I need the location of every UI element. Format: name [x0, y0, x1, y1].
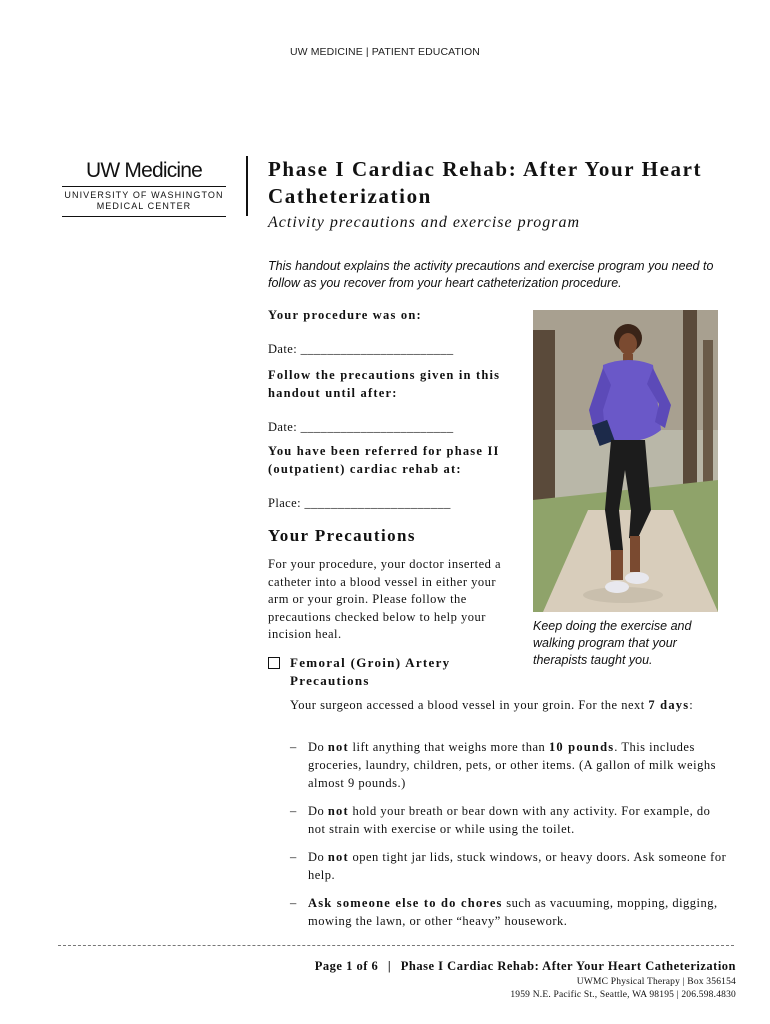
femoral-intro: [290, 696, 730, 714]
place-field[interactable]: Place: ______________________: [268, 496, 451, 510]
femoral-checkbox-label: Femoral (Groin) Artery Precautions: [290, 655, 451, 688]
list-item: – Do not open tight jar lids, stuck windows, or heavy doors. Ask someone for help.: [290, 850, 727, 882]
page-subtitle: Activity precautions and exercise program: [268, 214, 581, 231]
title-divider: [246, 156, 248, 216]
page-title: Phase I Cardiac Rehab: After Your Heart Catheterization: [268, 157, 703, 208]
date-field-1[interactable]: Date: _______________________: [268, 342, 454, 356]
uw-medicine-logo: [62, 160, 226, 220]
precautions-heading: Your Precautions: [268, 526, 416, 545]
checkbox-icon[interactable]: [268, 657, 280, 669]
date-field-2[interactable]: Date: _______________________: [268, 420, 454, 434]
follow-label: Follow the precautions given in this handout until after:: [268, 368, 501, 400]
list-item: – Do not hold your breath or bear down with any activity. For example, do not strain with exercise or while using the toilet.: [290, 804, 711, 836]
walking-woman-illustration: [533, 310, 718, 612]
precautions-body: For your procedure, your doctor inserted a catheter into a blood vessel in either your arm or your groin. Please follow the precautions checked below to help your incision heal.: [268, 557, 502, 641]
logo-line-2: MEDICAL CENTER: [96, 201, 192, 211]
photo-caption: Keep doing the exercise and walking program that your therapists taught you.: [533, 619, 692, 667]
list-item: – Ask someone else to do chores such as vacuuming, mopping, digging, mowing the lawn, or other “heavy” housework.: [290, 896, 718, 928]
logo-rule-bottom: [62, 216, 226, 217]
precaution-list: [288, 738, 728, 940]
header-label: UW MEDICINE | PATIENT EDUCATION: [290, 46, 480, 58]
procedure-label: Your procedure was on:: [268, 308, 422, 322]
logo-line-1: UNIVERSITY OF WASHINGTON: [64, 190, 224, 200]
list-item: – Do not lift anything that weighs more than 10 pounds. This includes groceries, laundry, children, pets, or other items. (A gallon of milk weighs almost 9 pounds.): [290, 740, 716, 790]
intro-text: This handout explains the activity precautions and exercise program you need to follow as you recover from your heart catheterization procedure.: [268, 259, 714, 290]
femoral-intro-colon: :: [689, 698, 694, 712]
page-number: Page 1 of 6: [314, 959, 379, 973]
footer-divider: [58, 945, 734, 946]
footer-department: UWMC Physical Therapy | Box 356154: [576, 977, 736, 987]
femoral-intro-days: 7 days: [648, 698, 690, 712]
footer-address: 1959 N.E. Pacific St., Seattle, WA 98195 | 206.598.4830: [510, 990, 736, 1000]
footer-title: Phase I Cardiac Rehab: After Your Heart Catheterization: [400, 959, 736, 973]
referred-label: You have been referred for phase II (outpatient) cardiac rehab at:: [268, 444, 500, 476]
logo-rule: [62, 186, 226, 187]
walking-woman-photo: [533, 310, 718, 612]
femoral-intro-text: Your surgeon accessed a blood vessel in your groin. For the next: [290, 698, 645, 712]
logo-main-text: UW Medicine: [85, 159, 203, 182]
footer-title-line: Page 1 of 6 | Phase I Cardiac Rehab: After Your Heart Catheterization: [314, 959, 736, 973]
